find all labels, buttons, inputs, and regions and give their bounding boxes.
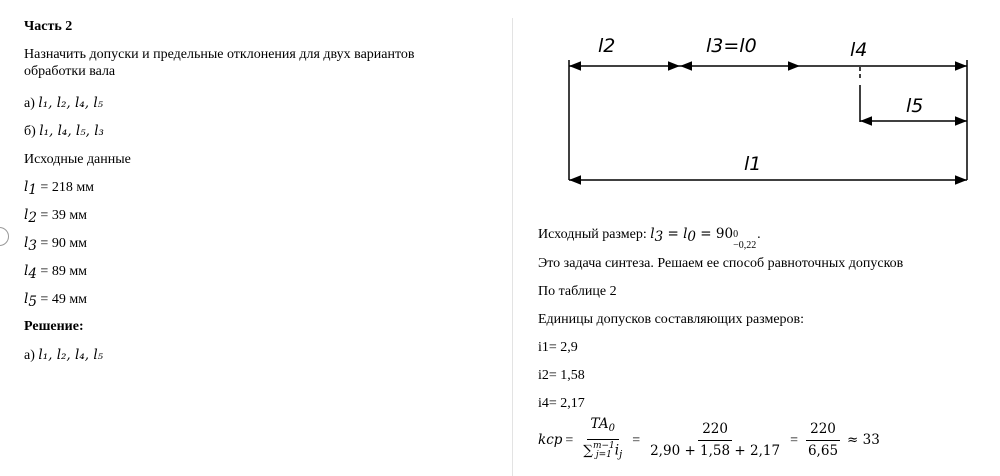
eq-sign-2: = bbox=[632, 432, 641, 448]
task-text-line-1: Назначить допуски и предельные отклонения для двух вариантов bbox=[24, 47, 415, 62]
given-sub: 4 bbox=[28, 266, 37, 282]
variant-b-list: l₁, l₄, l₅, l₃ bbox=[39, 123, 104, 139]
task-text-line-2: обработки вала bbox=[24, 64, 116, 79]
fraction-values-numerator: 220 bbox=[698, 421, 732, 441]
sum-symbol: ∑ bbox=[583, 442, 593, 459]
source-eq1: = bbox=[663, 226, 684, 242]
fraction-result-numerator: 220 bbox=[806, 421, 840, 441]
given-l4 bbox=[24, 263, 87, 283]
given-sub: 1 bbox=[28, 182, 37, 198]
given-sub: 3 bbox=[28, 238, 37, 254]
source-l3: l bbox=[650, 226, 655, 242]
variant-a bbox=[24, 95, 103, 112]
solution-a-prefix: а) bbox=[24, 348, 39, 363]
i-sub: j bbox=[619, 449, 623, 461]
synthesis-text: Это задача синтеза. Решаем ее способ равноточных допусков bbox=[538, 256, 904, 271]
source-l3-sub: 3 bbox=[654, 229, 664, 245]
dimension-diagram bbox=[560, 30, 980, 190]
solution-a-list: l₁, l₂, l₄, l₅ bbox=[38, 347, 104, 363]
given-l5 bbox=[24, 291, 87, 311]
fraction-result bbox=[804, 421, 842, 460]
given-value: = 218 мм bbox=[40, 180, 95, 195]
kcp-sub: ср bbox=[546, 431, 563, 448]
margin-marker bbox=[0, 227, 9, 246]
label-l1: l1 bbox=[744, 153, 762, 175]
approx-result: ≈ 33 bbox=[847, 431, 880, 448]
unit-i4: i4= 2,17 bbox=[538, 396, 585, 411]
sum-upper: m−1 bbox=[592, 441, 615, 452]
variant-a-prefix: а) bbox=[24, 96, 39, 111]
source-eq2: = 90 bbox=[695, 226, 734, 242]
given-var: l bbox=[24, 263, 29, 279]
label-l3: l3=l0 bbox=[706, 35, 757, 57]
fraction-values-denominator: 2,90 + 1,58 + 2,17 bbox=[650, 442, 781, 459]
column-divider bbox=[512, 18, 513, 476]
fraction-general bbox=[579, 416, 626, 464]
given-l2 bbox=[24, 207, 87, 227]
upper-deviation: 0 bbox=[733, 228, 739, 240]
fraction-general-numerator bbox=[587, 416, 619, 440]
given-value: = 49 мм bbox=[40, 292, 88, 307]
variant-a-list: l₁, l₂, l₄, l₅ bbox=[38, 95, 104, 111]
fraction-general-denominator bbox=[579, 440, 626, 464]
solution-heading: Решение: bbox=[24, 319, 84, 334]
lower-deviation: −0,22 bbox=[733, 239, 757, 251]
table-reference: По таблице 2 bbox=[538, 284, 617, 299]
kcp-formula bbox=[538, 418, 880, 462]
solution-variant-a bbox=[24, 347, 103, 364]
given-value: = 39 мм bbox=[40, 208, 88, 223]
given-var: l bbox=[24, 207, 29, 223]
section-heading: Часть 2 bbox=[24, 19, 73, 34]
given-var: l bbox=[24, 291, 29, 307]
source-dimension bbox=[538, 222, 761, 251]
source-l0: l bbox=[683, 226, 688, 242]
tolerance-stack bbox=[733, 223, 757, 251]
given-var: l bbox=[24, 235, 29, 251]
source-end: . bbox=[757, 227, 761, 242]
given-value: = 90 мм bbox=[40, 236, 88, 251]
label-l4: l4 bbox=[850, 39, 868, 61]
kcp-symbol: k bbox=[538, 431, 547, 448]
ta-sub: 0 bbox=[608, 423, 615, 435]
unit-i2: i2= 1,58 bbox=[538, 368, 585, 383]
sum-lower: j=1 bbox=[595, 450, 612, 461]
fraction-result-denominator: 6,65 bbox=[807, 442, 839, 459]
label-l5: l5 bbox=[906, 95, 924, 117]
variant-b bbox=[24, 123, 104, 140]
eq-sign-1: = bbox=[565, 432, 574, 448]
given-sub: 5 bbox=[28, 294, 37, 310]
fraction-values bbox=[646, 421, 784, 460]
given-l3 bbox=[24, 235, 87, 255]
given-sub: 2 bbox=[28, 210, 37, 226]
given-l1 bbox=[24, 179, 94, 199]
variant-b-prefix: б) bbox=[24, 124, 40, 139]
given-value: = 89 мм bbox=[40, 264, 88, 279]
input-data-heading: Исходные данные bbox=[24, 152, 131, 167]
source-l0-sub: 0 bbox=[687, 229, 696, 245]
unit-i1: i1= 2,9 bbox=[538, 340, 578, 355]
eq-sign-3: = bbox=[790, 432, 798, 448]
units-heading: Единицы допусков составляющих размеров: bbox=[538, 312, 805, 327]
i-symbol: i bbox=[614, 442, 620, 459]
label-l2: l2 bbox=[598, 35, 616, 57]
ta-symbol: TA bbox=[590, 416, 609, 433]
given-var: l bbox=[24, 179, 29, 195]
source-prefix: Исходный размер: bbox=[538, 227, 651, 242]
